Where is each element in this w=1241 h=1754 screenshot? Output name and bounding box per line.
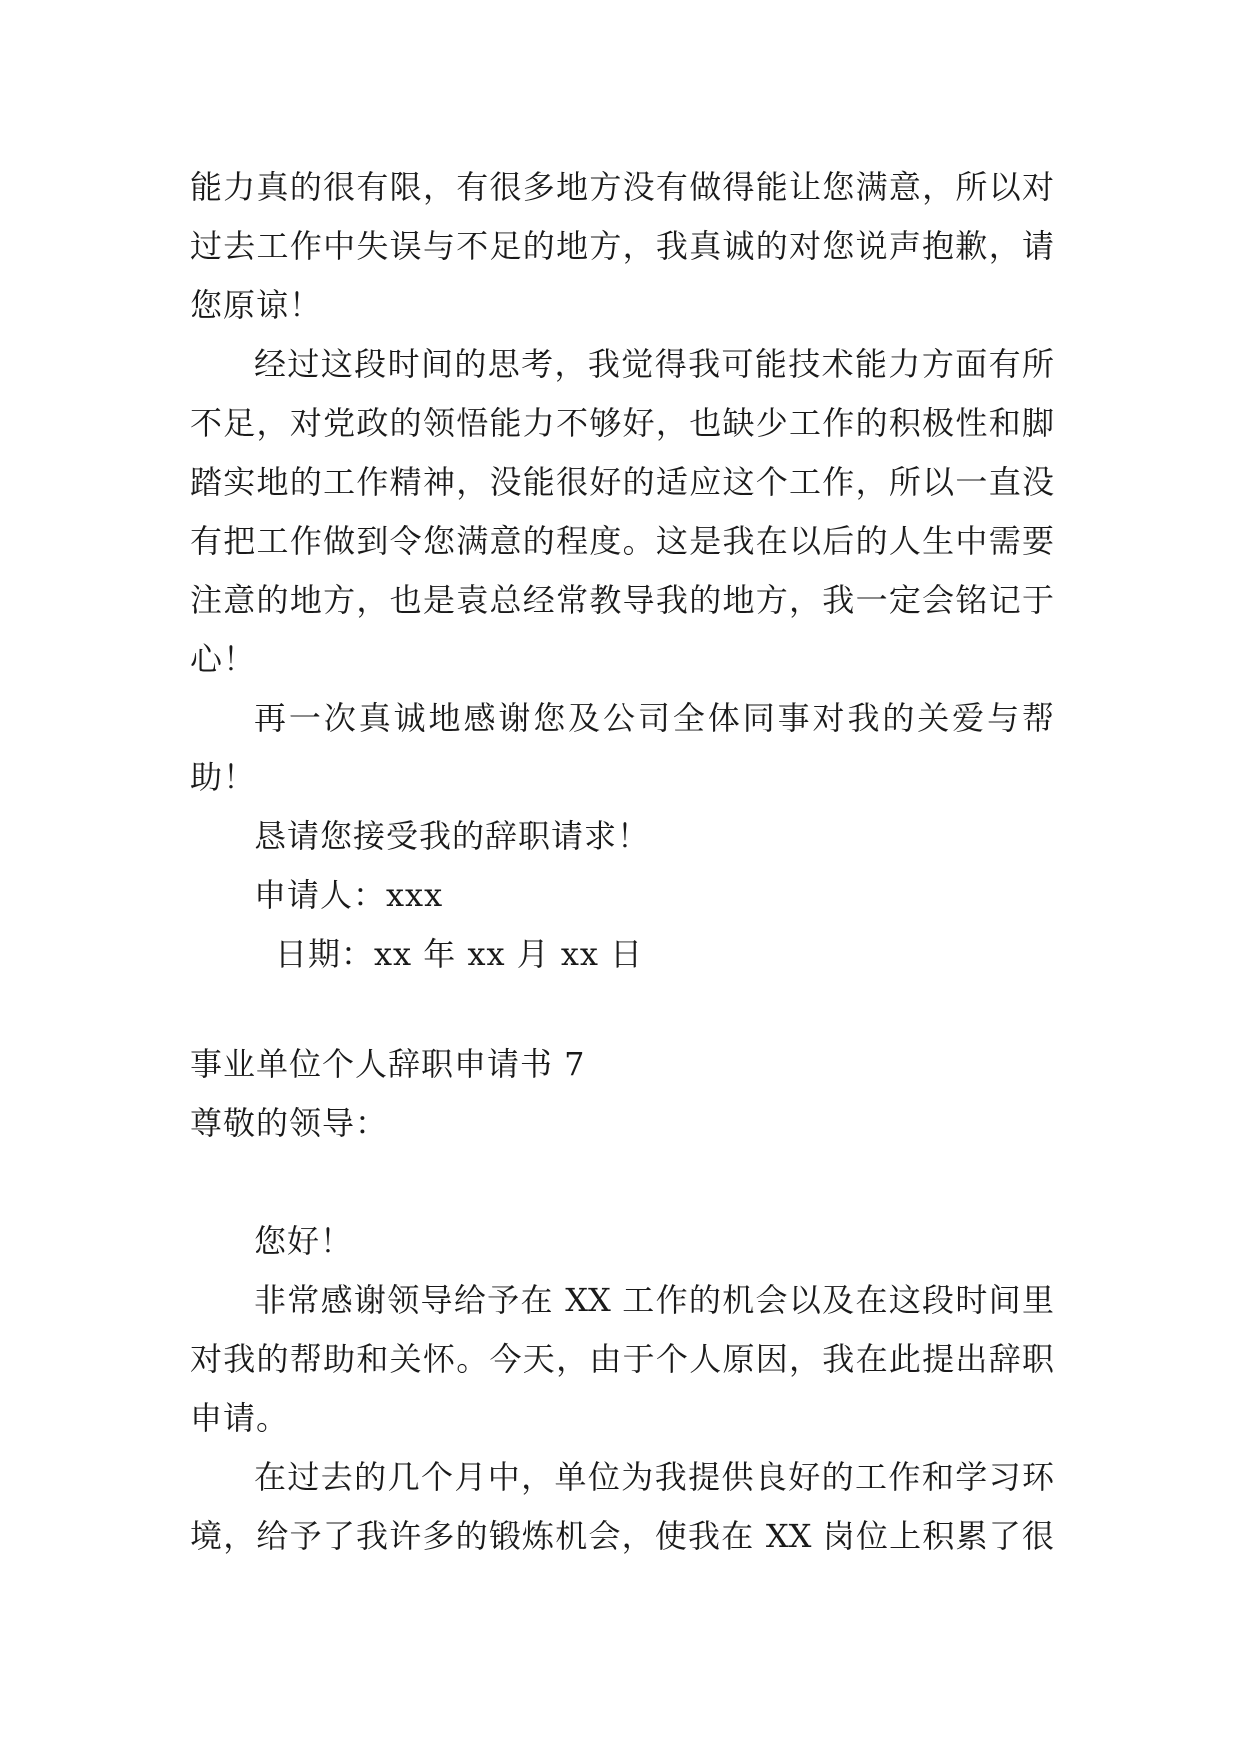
applicant-line: 申请人：xxx	[254, 876, 444, 914]
body-text-line: 踏实地的工作精神，没能很好的适应这个工作，所以一直没	[190, 463, 1054, 501]
section-title: 事业单位个人辞职申请书 7	[190, 1045, 586, 1083]
body-text-line: 不足，对党政的领悟能力不够好，也缺少工作的积极性和脚	[190, 404, 1054, 442]
salutation: 尊敬的领导：	[190, 1104, 389, 1142]
body-text-line: 心！	[190, 640, 257, 678]
body-text-line: 对我的帮助和关怀。今天，由于个人原因，我在此提出辞职	[190, 1340, 1054, 1378]
date-line: 日期：xx 年 xx 月 xx 日	[275, 935, 644, 973]
paragraph-first-line: 再一次真诚地感谢您及公司全体同事对我的关爱与帮	[254, 699, 1054, 737]
body-text-line: 您原谅！	[190, 286, 323, 324]
paragraph-first-line: 在过去的几个月中，单位为我提供良好的工作和学习环	[254, 1458, 1054, 1496]
body-text-line: 有把工作做到令您满意的程度。这是我在以后的人生中需要	[190, 522, 1054, 560]
closing-request: 恳请您接受我的辞职请求！	[254, 817, 651, 855]
body-text-line: 境，给予了我许多的锻炼机会，使我在 XX 岗位上积累了很	[190, 1517, 1054, 1555]
body-text-line: 能力真的很有限，有很多地方没有做得能让您满意，所以对	[190, 168, 1054, 206]
body-text-line: 过去工作中失误与不足的地方，我真诚的对您说声抱歉，请	[190, 227, 1054, 265]
paragraph-first-line: 非常感谢领导给予在 XX 工作的机会以及在这段时间里	[254, 1281, 1054, 1319]
body-text-line: 助！	[190, 758, 257, 796]
body-text-line: 注意的地方，也是袁总经常教导我的地方，我一定会铭记于	[190, 581, 1054, 619]
body-text-line: 申请。	[190, 1399, 290, 1437]
greeting: 您好！	[254, 1222, 354, 1260]
paragraph-first-line: 经过这段时间的思考，我觉得我可能技术能力方面有所	[254, 345, 1054, 383]
